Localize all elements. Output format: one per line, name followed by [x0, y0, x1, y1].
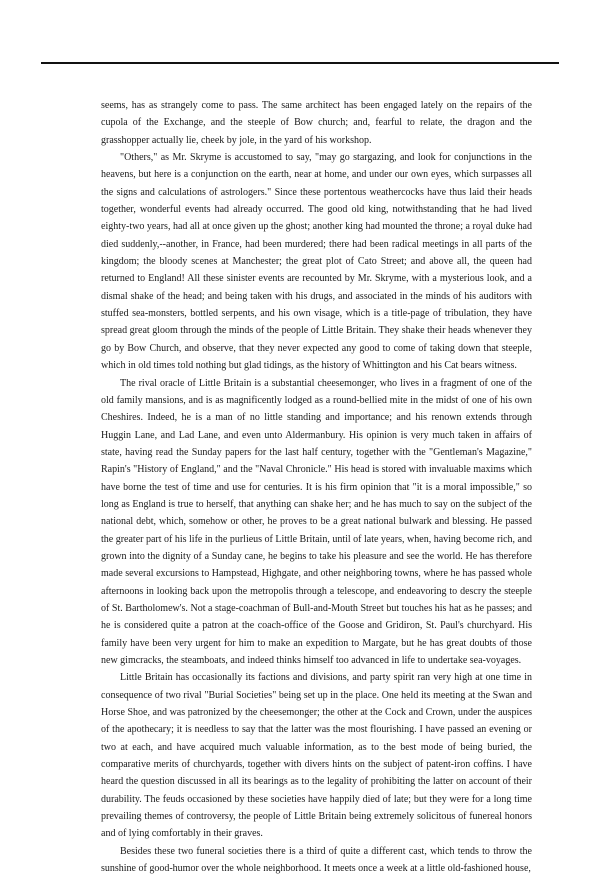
paragraph-3: The rival oracle of Little Britain is a substantial cheesemonger, who lives in a fragment of one of the old family mansions, and is as magnificently lodged as a round-bellied mite in the midst of one of his own Cheshires. Indeed, he is a man of no little standing and importance; and his renown extends through Huggin Lane, and Lad Lane, and even unto Aldermanbury. His opinion is very much taken in affairs of state, having read the Sunday papers for the last half century, together with the "Gentleman's Magazine," Rapin's "History of England," and the "Naval Chronicle." His head is stored with invaluable maxims which have borne the test of time and use for centuries. It is his firm opinion that "it is a moral impossible," so long as England is true to herself, that anything can shake her; and he has much to say on the subject of the national debt, which, somehow or other, he proves to be a great national bulwark and blessing. He passed the greater part of his life in the purlieus of Little Britain, until of late years, when, having become rich, and grown into the dignity of a Sunday cane, he begins to take his pleasure and see the world. He has therefore made several excursions to Hampstead, Highgate, and other neighboring towns, where he has passed whole afternoons in looking back upon the metropolis through a telescope, and endeavoring to descry the steeple of St. Bartholomew's. Not a stage-coachman of Bull-and-Mouth Street but touches his hat as he passes; and he is considered quite a patron at the coach-office of the Goose and Gridiron, St. Paul's churchyard. His family have been very urgent for him to make an expedition to Margate, but he has great doubts of those new gimcracks, the steamboats, and indeed thinks himself too advanced in life to undertake sea-voyages. [101, 377, 532, 666]
body-text [101, 97, 532, 877]
paragraph-1: seems, has as strangely come to pass. The same architect has been engaged lately on the repairs of the cupola of the Exchange, and the steeple of Bow church; and, fearful to relate, the dragon and the grasshopper actually lie, cheek by jole, in the yard of his workshop. [101, 100, 532, 146]
paragraph-2: "Others," as Mr. Skryme is accustomed to say, "may go stargazing, and look for conjunctions in the heavens, but here is a conjunction on the earth, near at home, and under our own eyes, which surpasses all the signs and calculations of astrologers." Since these portentous weathercocks have thus laid their heads together, wonderful events had already occurred. The good old king, notwithstanding that he had lived eighty-two years, had all at once given up the ghost; another king had mounted the throne; a royal duke had died suddenly,--another, in France, had been murdered; there had been radical meetings in all parts of the kingdom; the bloody scenes at Manchester; the great plot of Cato Street; and above all, the queen had returned to England! All these sinister events are recounted by Mr. Skryme, with a mysterious look, and a dismal shake of the head; and being taken with his drugs, and associated in the minds of his auditors with stuffed sea-monsters, bottled serpents, and his own visage, which is a title-page of tribulation, they have spread great gloom through the minds of the people of Little Britain. They shake their heads whenever they go by Bow Church, and observe, that they never expected any good to come of taking down that steeple, which in old times told nothing but glad tidings, as the history of Whittington and his Cat bears witness. [101, 152, 532, 372]
paragraph-4: Little Britain has occasionally its factions and divisions, and party spirit ran very high at one time in consequence of two rival "Burial Societies" being set up in the place. One held its meeting at the Swan and Horse Shoe, and was patronized by the cheesemonger; the other at the Cock and Crown, under the auspices of the apothecary; it is needless to say that the latter was the most flourishing. I have passed an evening or two at each, and have acquired much valuable information, as to the best mode of being buried, the comparative merits of churchyards, together with divers hints on the subject of patent-iron coffins. I have heard the question discussed in all its bearings as to the legality of prohibiting the latter on account of their durability. The feuds occasioned by these societies have happily died of late; but they were for a long time prevailing themes of controversy, the people of Little Britain being extremely solicitous of funereal honors and of lying comfortably in their graves. [101, 672, 532, 840]
header-rule [41, 62, 559, 64]
paragraph-5: Besides these two funeral societies there is a third of quite a different cast, which tends to throw the sunshine of good-humor over the whole neighborhood. It meets once a week at a little old-fashioned house, [101, 845, 532, 875]
